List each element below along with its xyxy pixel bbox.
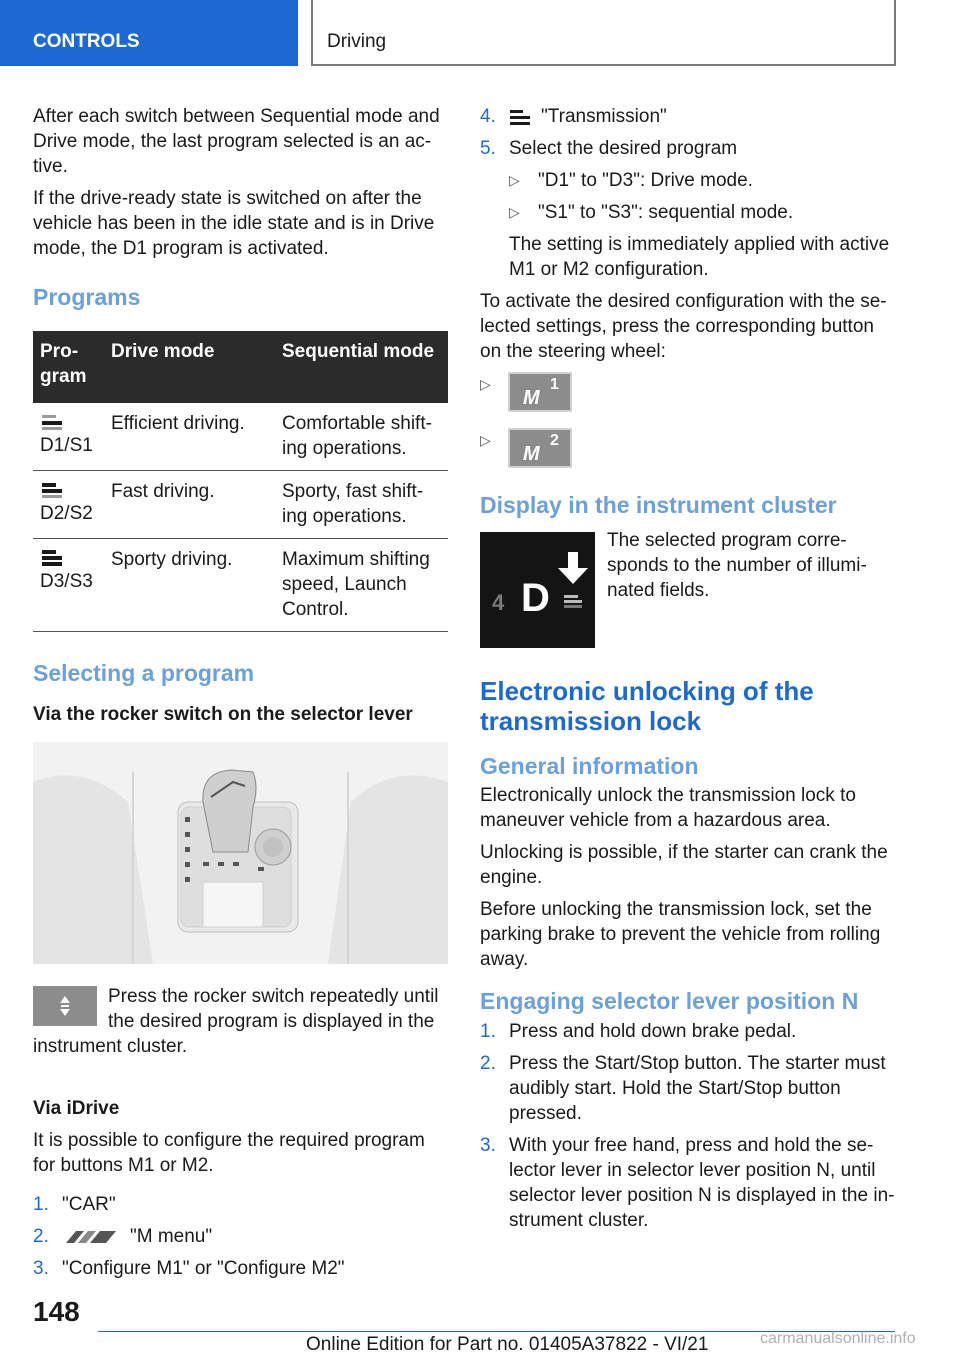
general-paragraph-1: Electronically unlock the transmission lock to maneuver vehicle from a hazardous area. xyxy=(480,785,856,831)
table-cell-sequential: Maximum shifting speed, Launch Control. xyxy=(275,539,448,632)
table-cell-drive: Fast driving. xyxy=(104,471,275,539)
program-1-bars-icon xyxy=(40,411,64,431)
transmission-icon xyxy=(509,108,531,126)
gear-number: 4 xyxy=(492,590,505,615)
table-header-program: Program xyxy=(33,331,104,403)
table-cell-sequential: Sporty, fast shifting operations. xyxy=(275,471,448,539)
list-item xyxy=(480,104,898,129)
triangle-bullet-icon: ▷ xyxy=(480,376,491,392)
programs-heading: Programs xyxy=(33,284,141,310)
chapter-title: Driving xyxy=(327,31,387,52)
setting-note: The setting is immediately applied with active M1 or M2 configuration. xyxy=(509,234,890,280)
program-label: D1/S1 xyxy=(40,435,93,456)
option-text: "D1" to "D3": Drive mode. xyxy=(538,170,753,191)
idrive-text: It is possible to configure the required program for buttons M1 or M2. xyxy=(33,1130,425,1176)
engaging-heading: Engaging selector lever position N xyxy=(480,988,859,1014)
list-item xyxy=(33,1256,448,1281)
step-text: "CAR" xyxy=(62,1194,116,1215)
gear-letter: D xyxy=(521,576,550,620)
footer-edition: Online Edition for Part no. 01405A37822 - VI/21 xyxy=(306,1334,709,1355)
list-item xyxy=(509,200,898,225)
m2-button-icon: M 2 xyxy=(508,428,572,468)
right-column xyxy=(480,104,898,1240)
general-paragraph-3: Before unlocking the transmission lock, set the parking brake to prevent the vehicle from rolling away. xyxy=(480,899,881,970)
intro-paragraph-2: If the drive-ready state is switched on after the vehicle has been in the idle state and is in Drive mode, the D1 program is activated. xyxy=(33,188,435,259)
m1-button-icon: M 1 xyxy=(508,372,572,412)
triangle-bullet-icon: ▷ xyxy=(509,204,520,220)
step-text: Press and hold down brake pedal. xyxy=(509,1021,797,1042)
step-number: 3. xyxy=(33,1258,49,1279)
list-item xyxy=(480,136,898,282)
chapter-tab xyxy=(311,0,896,66)
selector-lever-illustration xyxy=(33,742,448,964)
activate-text: To activate the desired configuration with the selected settings, press the corresponding button on the steering wheel: xyxy=(480,291,887,362)
step-text: "Transmission" xyxy=(541,106,667,127)
program-3-bars-icon xyxy=(40,547,64,567)
page-number: 148 xyxy=(33,1296,80,1327)
program-label: D2/S2 xyxy=(40,503,93,524)
table-row xyxy=(33,471,448,539)
table-header-sequential-mode: Sequential mode xyxy=(275,331,448,403)
step-text: With your free hand, press and hold the selector lever in selector lever position N, until selector lever position N is displayed in the instrument cluster. xyxy=(509,1135,895,1231)
table-cell-drive: Efficient driving. xyxy=(104,403,275,471)
watermark: carmanualsonline.info xyxy=(760,1330,916,1347)
idrive-steps-continued xyxy=(480,104,898,282)
step-text: "M menu" xyxy=(130,1226,213,1247)
table-row xyxy=(33,403,448,471)
step-number: 3. xyxy=(480,1135,496,1156)
table-cell-program xyxy=(33,403,104,471)
step-text: "Configure M1" or "Configure M2" xyxy=(62,1258,345,1279)
table-cell-drive: Sporty driving. xyxy=(104,539,275,632)
step-number: 1. xyxy=(480,1021,496,1042)
table-cell-program xyxy=(33,539,104,632)
step-number: 2. xyxy=(33,1226,49,1247)
step-text: Select the desired program xyxy=(509,138,738,159)
program-label: D3/S3 xyxy=(40,571,93,592)
rocker-switch-icon xyxy=(33,986,97,1026)
program-bars-icon xyxy=(564,594,582,610)
instrument-cluster-image xyxy=(480,532,595,648)
list-item xyxy=(509,168,898,193)
list-item xyxy=(33,1224,448,1249)
engaging-steps xyxy=(480,1019,898,1233)
rocker-instruction xyxy=(33,984,448,1059)
general-paragraph-2: Unlocking is possible, if the starter can crank the engine. xyxy=(480,842,888,888)
list-item xyxy=(480,1051,898,1126)
program-2-bars-icon xyxy=(40,479,64,499)
unlock-heading: Electronic unlocking of the transmission lock xyxy=(480,676,814,736)
section-title: CONTROLS xyxy=(33,31,140,52)
rocker-heading: Via the rocker switch on the selector lever xyxy=(33,704,413,725)
triangle-bullet-icon: ▷ xyxy=(509,172,520,188)
display-block xyxy=(480,532,898,648)
table-header-drive-mode: Drive mode xyxy=(104,331,275,403)
general-heading: General information xyxy=(480,753,699,779)
table-row xyxy=(33,539,448,632)
step-number: 5. xyxy=(480,138,496,159)
idrive-heading: Via iDrive xyxy=(33,1098,120,1119)
step-number: 1. xyxy=(33,1194,49,1215)
table-cell-sequential: Comfortable shifting operations. xyxy=(275,403,448,471)
selecting-heading: Selecting a program xyxy=(33,660,255,686)
table-cell-program xyxy=(33,471,104,539)
option-text: "S1" to "S3": sequential mode. xyxy=(538,202,794,223)
down-arrow-icon xyxy=(558,552,588,592)
m1-row xyxy=(480,372,898,420)
program-options xyxy=(509,168,898,225)
programs-table xyxy=(33,331,448,632)
idrive-steps xyxy=(33,1192,448,1281)
step-number: 2. xyxy=(480,1053,496,1074)
triangle-bullet-icon: ▷ xyxy=(480,432,491,448)
intro-paragraph-1: After each switch between Sequential mode and Drive mode, the last program selected is an active. xyxy=(33,106,440,177)
left-column xyxy=(33,104,448,1288)
list-item xyxy=(480,1133,898,1233)
m2-row xyxy=(480,428,898,476)
section-tab xyxy=(0,0,298,66)
step-text: Press the Start/Stop button. The starter must audibly start. Hold the Start/Stop button pressed. xyxy=(509,1053,886,1124)
list-item xyxy=(33,1192,448,1217)
step-number: 4. xyxy=(480,106,496,127)
m-stripes-icon xyxy=(62,1230,118,1244)
rocker-text: Press the rocker switch repeatedly until the desired program is displayed in the instrument cluster. xyxy=(33,986,439,1057)
list-item xyxy=(480,1019,898,1044)
display-text: The selected program corresponds to the number of illuminated fields. xyxy=(607,530,867,601)
display-heading: Display in the instrument cluster xyxy=(480,492,837,518)
table-header-row xyxy=(33,331,448,403)
